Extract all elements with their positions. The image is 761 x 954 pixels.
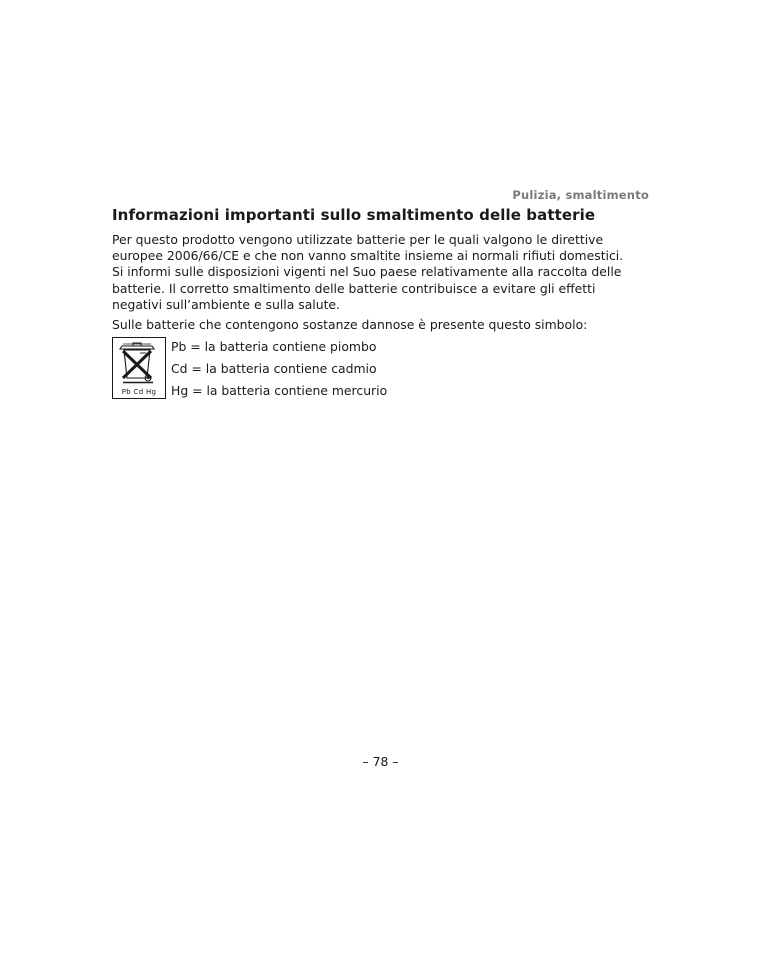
paragraph-line: Per questo prodotto vengono utilizzate batterie per le quali valgono le direttive xyxy=(112,232,604,247)
paragraph-line: batterie. Il corretto smaltimento delle batterie contribuisce a evitare gli effetti xyxy=(112,280,596,296)
section-content xyxy=(112,204,652,406)
legend-item-pb: Pb = la batteria contiene piombo xyxy=(171,339,377,355)
legend-item-cd: Cd = la batteria contiene cadmio xyxy=(171,361,377,377)
paragraph-line: negativi sull’ambiente e sulla salute. xyxy=(112,296,340,312)
paragraph-line: europee 2006/66/CE e che non vanno smaltite insieme ai normali rifiuti domestici. xyxy=(112,248,624,264)
legend-item-hg: Hg = la batteria contiene mercurio xyxy=(171,383,388,399)
section-title: Informazioni importanti sullo smaltimento delle batterie xyxy=(112,206,596,224)
paragraph-line: Si informi sulle disposizioni vigenti nel Suo paese relativamente alla raccolta delle xyxy=(112,264,622,280)
page-number: – 78 – xyxy=(362,754,399,769)
running-header: Pulizia, smaltimento xyxy=(512,188,649,202)
disposal-paragraph xyxy=(112,232,652,313)
crossed-out-wheelie-bin-icon xyxy=(112,337,166,399)
symbol-intro: Sulle batterie che contengono sostanze dannose è presente questo simbolo: xyxy=(112,317,588,333)
symbol-block xyxy=(112,336,652,406)
metal-legend xyxy=(171,336,387,402)
symbol-caption: Pb Cd Hg xyxy=(121,388,157,397)
